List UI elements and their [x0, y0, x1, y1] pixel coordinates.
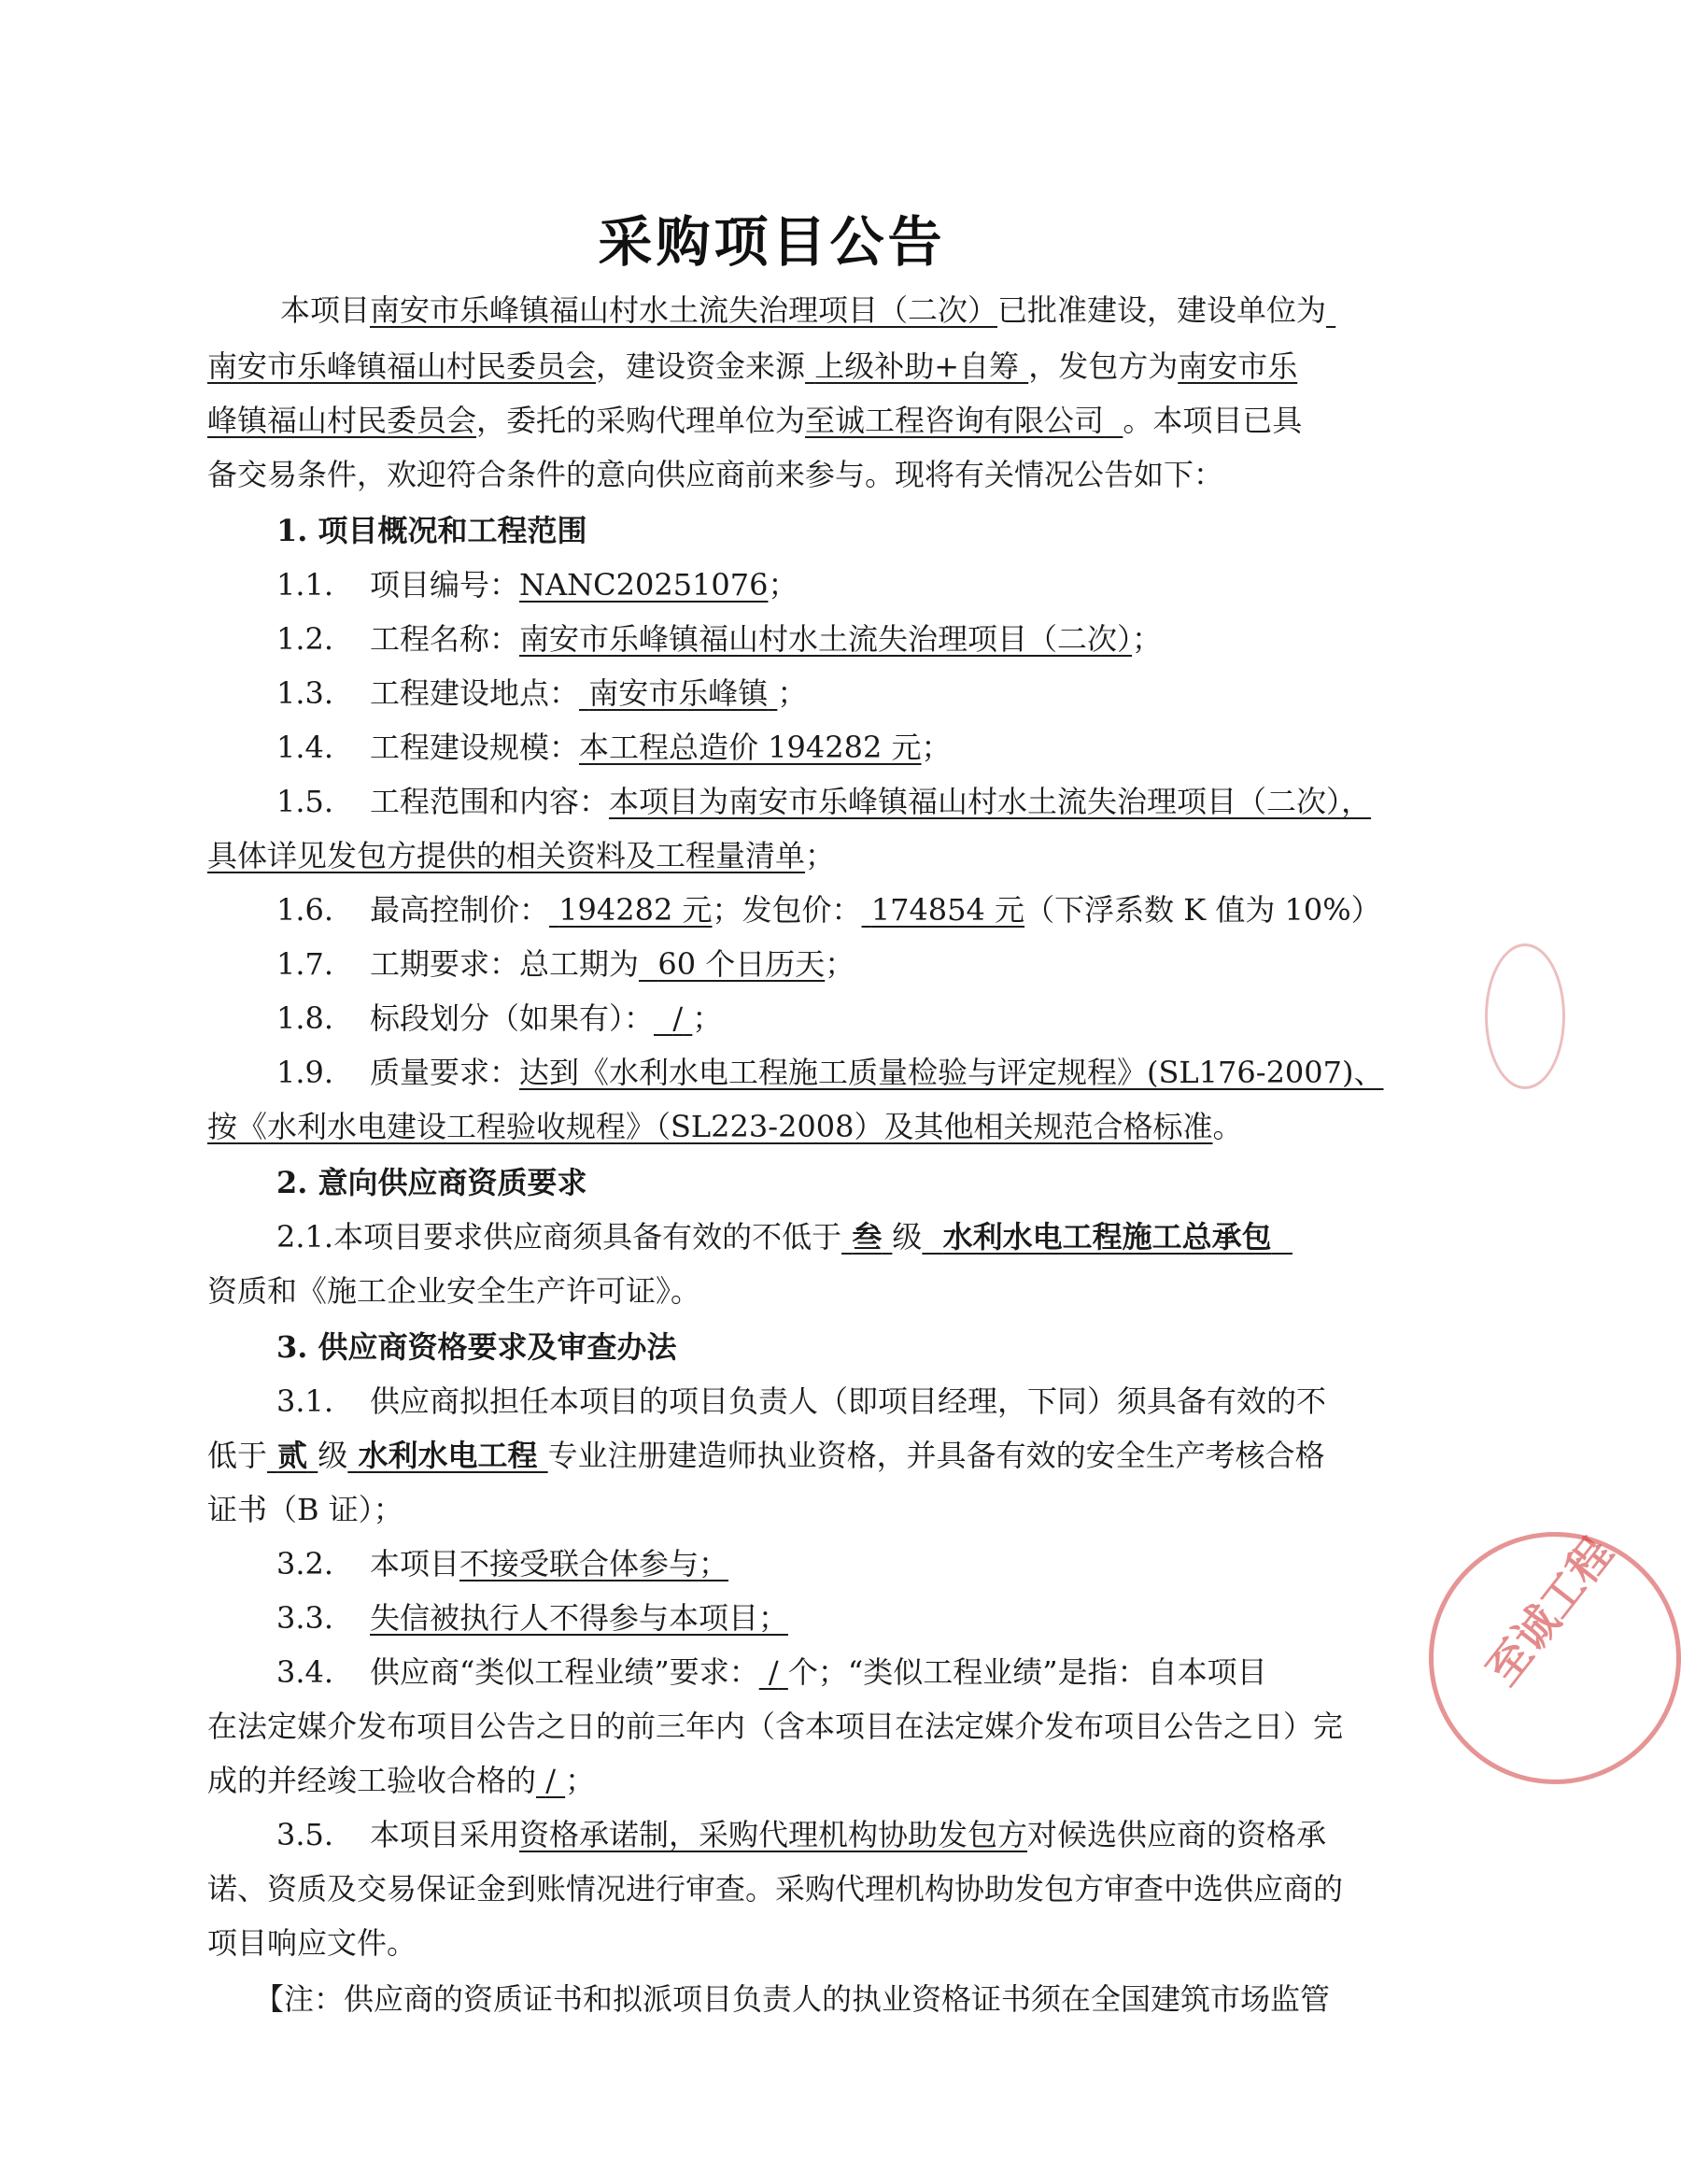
item-1-8: [276, 1000, 1431, 1037]
intro-line-3: [207, 402, 1362, 439]
item-1-5: [276, 783, 1431, 820]
item-number: 1.6.: [276, 892, 334, 928]
item-1-7: [276, 945, 1431, 983]
fund-source-field: 上级补助+自筹: [814, 348, 1020, 384]
item-text: 对候选供应商的资格承: [1027, 1817, 1327, 1852]
item-text: 本项目: [370, 1546, 460, 1581]
item-number: 1.9.: [276, 1055, 334, 1090]
punct: ；: [825, 946, 855, 982]
item-text: 本项目采用: [370, 1817, 520, 1852]
quality-field: 按《水利水电建设工程验收规程》（SL223-2008）及其他相关规范合格标准: [207, 1109, 1213, 1144]
item-label: 工程名称：: [370, 621, 520, 657]
item-text: （下浮系数 K 值为 10%）: [1024, 892, 1381, 928]
item-3-2: [276, 1545, 1431, 1582]
item-1-9: [276, 1054, 1431, 1091]
item-label: 工程建设规模：: [370, 730, 580, 765]
item-1-1: [276, 566, 1431, 603]
item-text: 2.1.本项目要求供应商须具备有效的不低于: [276, 1219, 842, 1255]
punct: ；: [921, 730, 952, 765]
duration-field: 60 个日历天: [657, 946, 826, 982]
item-number: 3.5.: [276, 1817, 334, 1852]
item-3-3: [276, 1599, 1431, 1637]
item-label: 质量要求：: [370, 1055, 520, 1090]
item-number: 1.8.: [276, 1000, 334, 1036]
item-3-4-line-3: [207, 1762, 1362, 1799]
item-label: 工程范围和内容：: [370, 784, 610, 819]
item-1-3: [276, 674, 1431, 712]
punct: ；: [805, 838, 836, 873]
builder-grade-field: 贰: [277, 1438, 308, 1473]
item-number: 3.4.: [276, 1654, 334, 1690]
item-3-5: [276, 1816, 1431, 1853]
intro-line-4: 备交易条件，欢迎符合条件的意向供应商前来参与。现将有关情况公告如下：: [207, 457, 1224, 492]
scale-field: 本工程总造价 194282 元: [579, 730, 922, 765]
seal-text: 至诚工程: [1476, 1527, 1623, 1695]
item-text: 级: [318, 1438, 348, 1473]
section-1-heading: 1. 项目概况和工程范围: [276, 513, 587, 548]
contract-price-field: 174854 元: [870, 892, 1025, 928]
item-text: 供应商“类似工程业绩”要求：: [370, 1654, 759, 1690]
item-text: 低于: [207, 1438, 268, 1473]
max-price-field: 194282 元: [558, 892, 713, 928]
item-2-1: [276, 1218, 1431, 1255]
item-label: 项目编号：: [370, 567, 520, 603]
item-number: 3.3.: [276, 1600, 334, 1636]
scope-field: 本项目为南安市乐峰镇福山村水土流失治理项目（二次），: [609, 784, 1372, 819]
item-number: 3.2.: [276, 1546, 334, 1581]
intro-line-2: [207, 347, 1362, 385]
item-3-5-line-2: 诺、资质及交易保证金到账情况进行审查。采购代理机构协助发包方审查中选供应商的: [207, 1871, 1344, 1907]
item-1-9-cont: [207, 1108, 1362, 1145]
qualification-grade-field: 叁: [852, 1219, 883, 1255]
intro-text: ，发包方为: [1028, 348, 1179, 384]
intro-text: ，建设资金来源: [596, 348, 806, 384]
item-number: 1.3.: [276, 675, 334, 711]
item-number: 1.2.: [276, 621, 334, 657]
seal-stamp-partial: [1485, 943, 1565, 1089]
location-field: 南安市乐峰镇: [588, 675, 769, 711]
intro-text: 。本项目已具: [1123, 403, 1303, 438]
item-3-5-line-3: 项目响应文件。: [207, 1925, 417, 1961]
item-text: 成的并经竣工验收合格的: [207, 1763, 537, 1798]
project-name-field: 南安市乐峰镇福山村水土流失治理项目（二次）: [370, 292, 998, 328]
item-3-4-line-2: 在法定媒介发布项目公告之日的前三年内（含本项目在法定媒介发布项目公告之日）完: [207, 1709, 1344, 1744]
item-text: 个；“类似工程业绩”是指：自本项目: [787, 1654, 1267, 1690]
intro-text: 本项目: [280, 292, 371, 328]
section-3-heading: 3. 供应商资格要求及审查办法: [276, 1329, 677, 1365]
item-1-2: [276, 620, 1431, 658]
item-number: 1.5.: [276, 784, 334, 819]
item-1-4: [276, 729, 1431, 766]
item-text: 级: [892, 1219, 923, 1255]
item-number: 3.1.: [276, 1383, 334, 1419]
punct: ；: [1132, 621, 1163, 657]
item-1-5-cont: [207, 837, 1362, 874]
contractor-field: 南安市乐: [1178, 348, 1298, 384]
section-2-heading: 2. 意向供应商资质要求: [276, 1165, 587, 1200]
item-3-1: [276, 1383, 1431, 1420]
dishonest-field: 失信被执行人不得参与本项目；: [370, 1600, 789, 1636]
item-number: 1.7.: [276, 946, 334, 982]
item-2-1-cont: 资质和《施工企业安全生产许可证》。: [207, 1273, 701, 1309]
agent-field: 至诚工程咨询有限公司: [805, 403, 1105, 438]
punct: 。: [1212, 1109, 1243, 1144]
scope-field: 具体详见发包方提供的相关资料及工程量清单: [207, 838, 806, 873]
item-label: 工期要求：总工期为: [370, 946, 640, 982]
item-1-6: [276, 891, 1431, 929]
consortium-field: 不接受联合体参与；: [459, 1546, 729, 1581]
item-label: 工程建设地点：: [370, 675, 580, 711]
quality-field: 达到《水利水电工程施工质量检验与评定规程》(SL176-2007)、: [519, 1055, 1384, 1090]
punct: ；: [768, 567, 798, 603]
note-line: 【注：供应商的资质证书和拟派项目负责人的执业资格证书须在全国建筑市场监管: [254, 1981, 1331, 2017]
lot-field: /: [672, 1000, 684, 1036]
performance-count-field: /: [768, 1654, 779, 1690]
item-label: 最高控制价：: [370, 892, 550, 928]
item-3-4: [276, 1653, 1431, 1691]
qualification-field: 水利水电工程施工总承包: [942, 1219, 1272, 1255]
project-code-field: NANC20251076: [519, 567, 769, 603]
punct: ；: [692, 1000, 723, 1036]
intro-text: ，委托的采购代理单位为: [476, 403, 806, 438]
item-text: 供应商拟担任本项目的项目负责人（即项目经理，下同）须具备有效的不: [370, 1383, 1327, 1419]
item-3-1-line-3: 证书（B 证）；: [207, 1492, 403, 1527]
item-text: 专业注册建造师执业资格，并具备有效的安全生产考核合格: [547, 1438, 1325, 1473]
intro-text: 已批准建设，建设单位为: [997, 292, 1327, 328]
item-number: 1.4.: [276, 730, 334, 765]
review-method-field: 资格承诺制，采购代理机构协助发包方: [519, 1817, 1028, 1852]
item-3-1-line-2: [207, 1437, 1362, 1474]
item-label: 标段划分（如果有）：: [370, 1000, 655, 1036]
intro-line-1: [280, 291, 1434, 329]
project-name-field: 南安市乐峰镇福山村水土流失治理项目（二次）: [519, 621, 1133, 657]
punct: ；: [777, 675, 808, 711]
owner-field: 南安市乐峰镇福山村民委员会: [207, 348, 597, 384]
punct: ；: [565, 1763, 596, 1798]
contractor-field: 峰镇福山村民委员会: [207, 403, 477, 438]
builder-major-field: 水利水电工程: [358, 1438, 538, 1473]
item-label: ；发包价：: [712, 892, 862, 928]
item-number: 1.1.: [276, 567, 334, 603]
performance-type-field: /: [545, 1763, 556, 1798]
document-title: 采购项目公告: [598, 210, 946, 274]
